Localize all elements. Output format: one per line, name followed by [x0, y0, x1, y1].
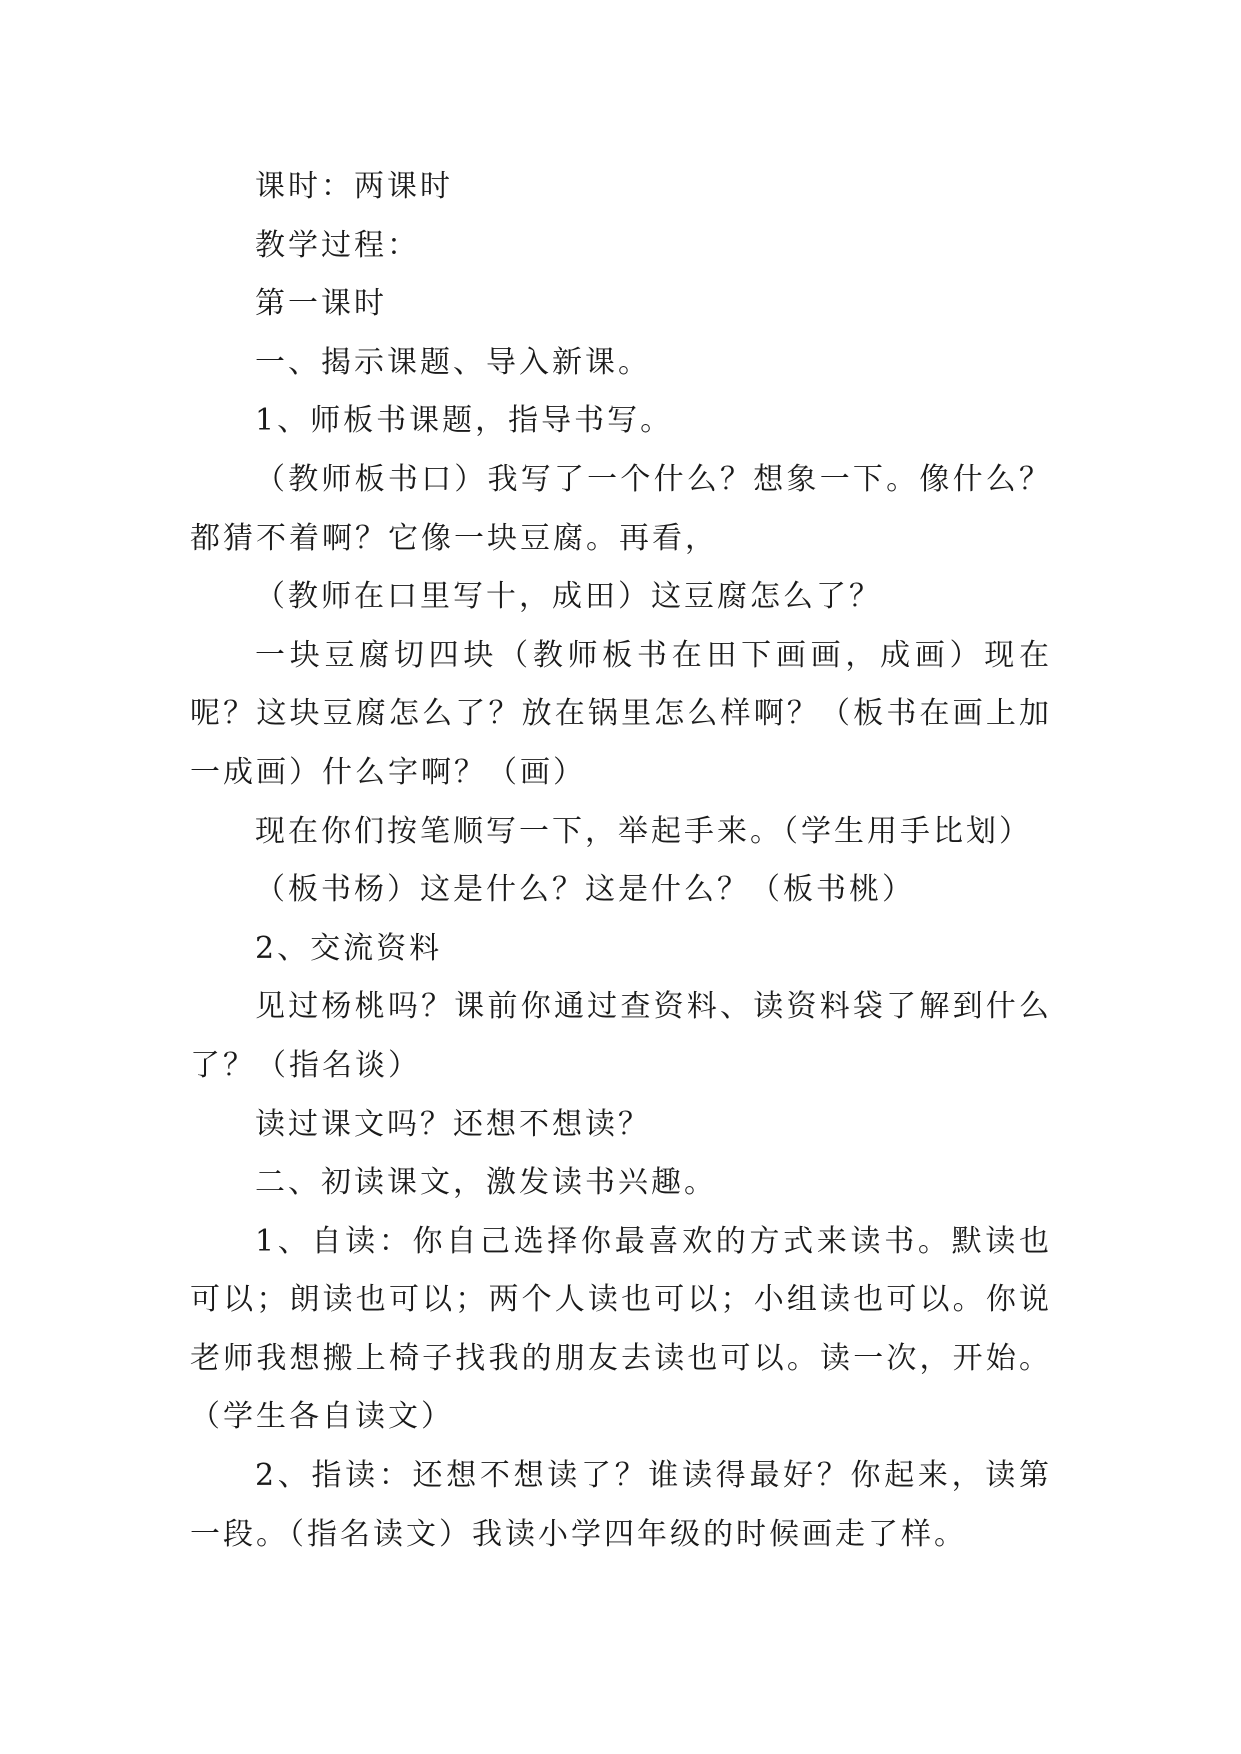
paragraph-lesson-hours: 课时：两课时 — [255, 169, 453, 204]
paragraph: （板书杨）这是什么？这是什么？（板书桃） — [255, 872, 915, 908]
paragraph: （教师在口里写十，成田）这豆腐怎么了？ — [255, 579, 882, 615]
paragraph: 现在你们按笔顺写一下，举起手来。（学生用手比划） — [255, 813, 1032, 849]
section-heading-1: 一、揭示课题、导入新课。 — [255, 344, 651, 380]
section-heading-2: 二、初读课文，激发读书兴趣。 — [255, 1165, 717, 1201]
paragraph: 读过课文吗？还想不想读？ — [255, 1106, 651, 1142]
paragraph-teaching-process: 教学过程： — [255, 227, 420, 263]
paragraph: 见过杨桃吗？课前你通过查资料、读资料袋了解到什么了？（指名谈） — [190, 989, 1052, 1083]
document-body — [190, 158, 1052, 1564]
paragraph: 一块豆腐切四块（教师板书在田下画画，成画）现在呢？这块豆腐怎么了？放在锅里怎么样啊？（板书在画上加一成画）什么字啊？（画） — [190, 637, 1052, 790]
paragraph-item-2: 2、指读：还想不想读了？谁读得最好？你起来，读第一段。（指名读文）我读小学四年级的时候画走了样。 — [190, 1458, 1052, 1552]
paragraph-first-lesson: 第一课时 — [255, 286, 387, 322]
paragraph-item-2: 2、交流资料 — [255, 930, 443, 966]
paragraph-item-1: 1、自读：你自己选择你最喜欢的方式来读书。默读也可以；朗读也可以；两个人读也可以；小组读也可以。你说老师我想搬上椅子找我的朋友去读也可以。读一次，开始。（学生各自读文） — [190, 1223, 1052, 1435]
paragraph: （教师板书口）我写了一个什么？想象一下。像什么？都猜不着啊？它像一块豆腐。再看， — [190, 461, 1052, 556]
paragraph-item-1: 1、师板书课题，指导书写。 — [255, 403, 674, 439]
